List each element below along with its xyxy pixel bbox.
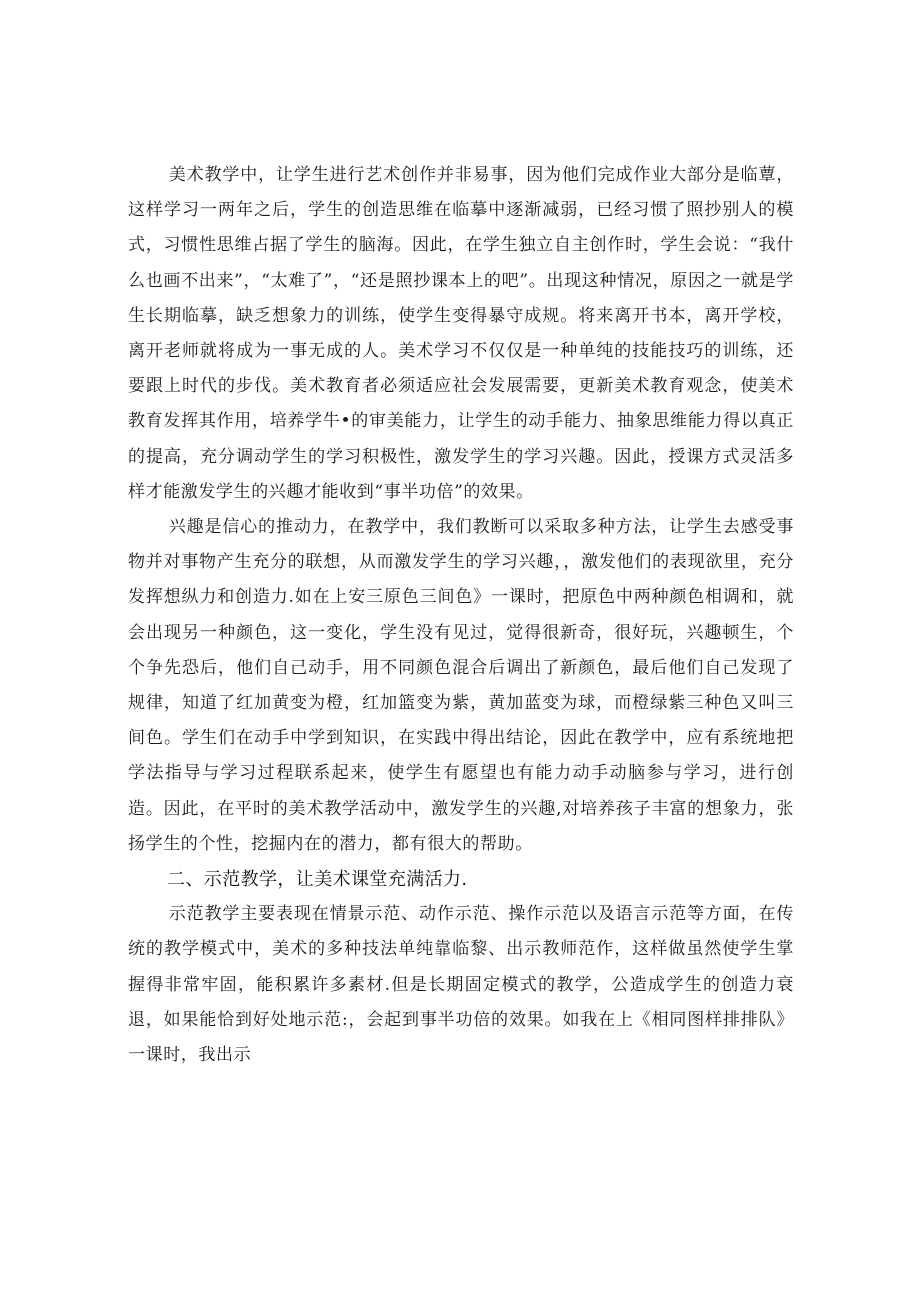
paragraph-1: 美术教学中，让学生进行艺术创作并非易事，因为他们完成作业大部分是临蕈，这样学习一两年之后，学生的创造思维在临摹中逐渐减弱，已经习惯了照抄别人的模式，习惯性思维占据了学生的脑海。因此，在学生独立自主创作时，学生会说：“我什么也画不出来”，“太难了”，“还是照抄课本上的吧”。出现这种情况，原因之一就是学生长期临摹，缺乏想象力的训练，使学生变得暴守成规。将来离开书本，离开学校，离开老师就将成为一事无成的人。美术学习不仅仅是一种单纯的技能技巧的训练，还要跟上时代的步伐。美术教育者必须适应社会发展需要，更新美术教育观念，使美术教育发挥其作用，培养学牛•的审美能力，让学生的动手能力、抽象思维能力得以真正的提高，充分调动学生的学习积极性，激发学生的学习兴趣。因此，授课方式灵活多样才能激发学生的兴趣才能收到“事半功倍”的效果。 xyxy=(128,165,794,502)
paragraph-2: 兴趣是信心的推动力，在教学中，我们教断可以采取多种方法，让学生去感受事物并对事物产生充分的联想，从而激发学生的学习兴趣，，激发他们的表现欲里，充分发挥想纵力和创造力.如在上安三原色三间色》一课时，把原色中两种颜色相调和，就会出现另一种颜色，这一变化，学生没有见过，觉得很新奇，很好玩，兴趣顿生，个个争先恐后，他们自己动手，用不同颜色混合后调出了新颜色，最后他们自己发现了规律，知道了红加黄变为橙，红加篮变为紫，黄加蓝变为球，而橙绿紫三种色又叫三间色。学生们在动手中学到知识，在实践中得出结论，因此在教学中，应有系统地把学法指导与学习过程联系起来，使学生有愿望也有能力动手动脑参与学习，进行创造。因此，在平时的美术教学活动中，激发学生的兴趣,对培养孩子丰富的想象力，张扬学生的个性，挖掘内在的潜力，都有很大的帮助。 xyxy=(128,517,794,854)
document-body xyxy=(128,158,794,1073)
section-heading: 二、示范教学，让美术课堂充满活力. xyxy=(167,869,468,891)
paragraph-3: 示范教学主要表现在情景示范、动作示范、操作示范以及语言示范等方面，在传统的教学模式中，美术的多种技法单纯靠临黎、出示教师范作，这样做虽然使学生掌握得非常牢固，能积累许多素材.但是长期固定模式的教学，公造成学生的创造力衰退，如果能恰到好处地示范:，会起到事半功倍的效果。如我在上《相同图样排排队》一课时，我出示 xyxy=(128,904,794,1066)
